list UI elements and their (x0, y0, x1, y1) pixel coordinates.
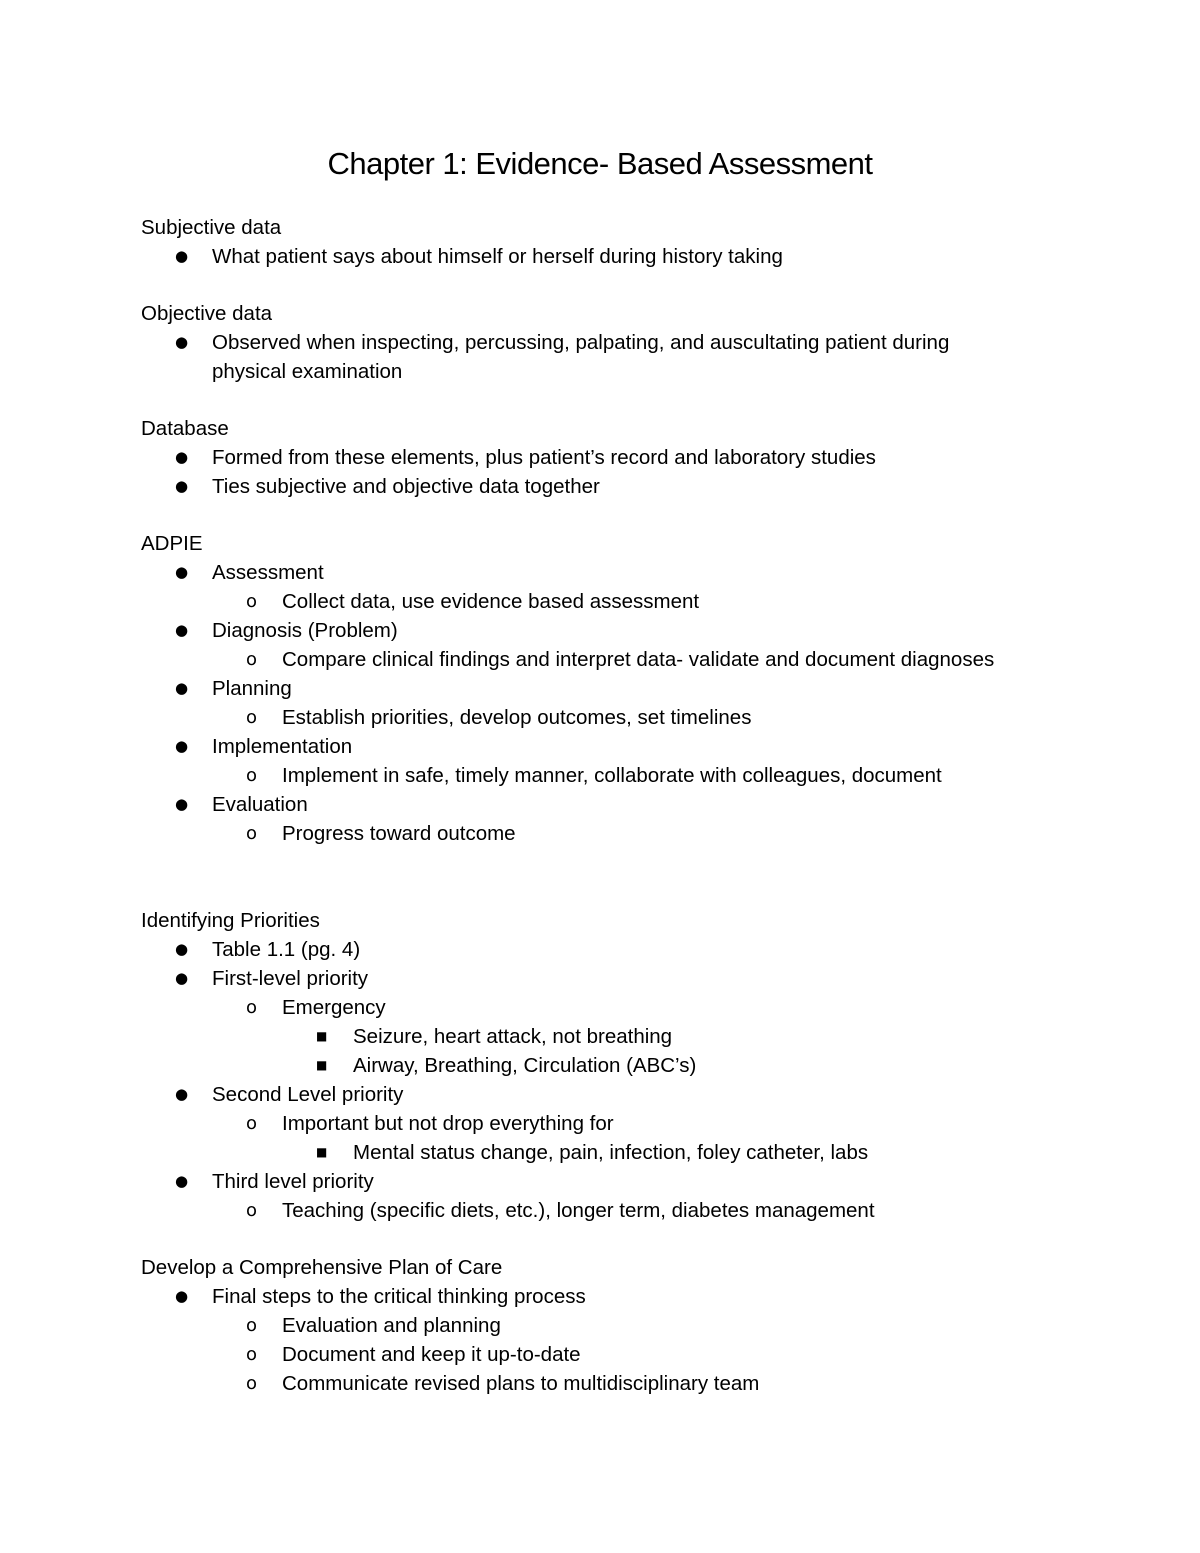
list-item-text: Emergency (282, 996, 386, 1019)
bullet-icon: ● (175, 477, 189, 495)
section-priorities (141, 906, 1141, 1225)
bullet-icon: ● (175, 679, 189, 697)
circle-bullet-icon: o (246, 1344, 258, 1365)
square-bullet-icon: ■ (316, 1145, 328, 1159)
bullet-icon: ● (175, 621, 189, 639)
sub-sub-list-item (141, 1051, 1141, 1080)
section-adpie (141, 529, 1141, 848)
sub-list-item (141, 1340, 1141, 1369)
list-item-text: Seizure, heart attack, not breathing (353, 1025, 673, 1048)
list-item (141, 1282, 1141, 1311)
bullet-icon: ● (175, 1085, 189, 1103)
sub-list-item (141, 1196, 1141, 1225)
sub-list-item (141, 1369, 1141, 1398)
list-item-text: Implement in safe, timely manner, collaborate with colleagues, document (282, 764, 942, 787)
list-item (141, 242, 1141, 271)
square-bullet-icon: ■ (316, 1029, 328, 1043)
list-item-text: Teaching (specific diets, etc.), longer term, diabetes management (282, 1199, 875, 1222)
section-database (141, 414, 1141, 501)
list-item-text: Airway, Breathing, Circulation (ABC’s) (353, 1054, 697, 1077)
bullet-icon: ● (175, 1172, 189, 1190)
circle-bullet-icon: o (246, 591, 258, 612)
circle-bullet-icon: o (246, 1315, 258, 1336)
list-item (141, 732, 1141, 761)
list-item (141, 1080, 1141, 1109)
bullet-icon: ● (175, 795, 189, 813)
bullet-icon: ● (175, 333, 189, 351)
circle-bullet-icon: o (246, 997, 258, 1018)
bullet-icon: ● (175, 940, 189, 958)
section-plan-of-care (141, 1253, 1141, 1398)
circle-bullet-icon: o (246, 649, 258, 670)
list-item (141, 790, 1141, 819)
list-item-text: Implementation (212, 735, 353, 758)
circle-bullet-icon: o (246, 1373, 258, 1394)
list-item (141, 616, 1141, 645)
sub-list-item (141, 703, 1141, 732)
list-item (141, 935, 1141, 964)
sub-list-item (141, 993, 1141, 1022)
list-item-text: Collect data, use evidence based assessment (282, 590, 700, 613)
list-item (141, 472, 1141, 501)
sub-sub-list-item (141, 1138, 1141, 1167)
list-item-text: Planning (212, 677, 292, 700)
section-heading: Identifying Priorities (141, 909, 320, 932)
list-item-text: Important but not drop everything for (282, 1112, 614, 1135)
section-heading: Subjective data (141, 216, 282, 239)
list-item-text: Third level priority (212, 1170, 374, 1193)
list-item-text: Second Level priority (212, 1083, 404, 1106)
page-title: Chapter 1: Evidence- Based Assessment (327, 146, 873, 181)
section-subjective (141, 213, 1141, 271)
list-item-text: Progress toward outcome (282, 822, 516, 845)
list-item-text: Table 1.1 (pg. 4) (212, 938, 361, 961)
list-item (141, 964, 1141, 993)
sub-list-item (141, 1109, 1141, 1138)
bullet-icon: ● (175, 563, 189, 581)
list-item-text: Observed when inspecting, percussing, palpating, and auscultating patient during physical examination (212, 331, 950, 383)
list-item-text: What patient says about himself or herself during history taking (212, 245, 783, 268)
list-item-text: Assessment (212, 561, 324, 584)
circle-bullet-icon: o (246, 1200, 258, 1221)
list-item (141, 328, 1141, 386)
list-item (141, 1167, 1141, 1196)
list-item-text: First-level priority (212, 967, 369, 990)
list-item-text: Compare clinical findings and interpret data- validate and document diagnoses (282, 648, 995, 671)
sub-sub-list-item (141, 1022, 1141, 1051)
circle-bullet-icon: o (246, 823, 258, 844)
bullet-icon: ● (175, 247, 189, 265)
bullet-icon: ● (175, 969, 189, 987)
sub-list-item (141, 587, 1141, 616)
list-item-text: Establish priorities, develop outcomes, set timelines (282, 706, 752, 729)
square-bullet-icon: ■ (316, 1058, 328, 1072)
list-item-text: Communicate revised plans to multidisciplinary team (282, 1372, 760, 1395)
list-item (141, 443, 1141, 472)
list-item-text: Evaluation (212, 793, 308, 816)
document-body (141, 213, 1141, 1398)
list-item (141, 558, 1141, 587)
sub-list-item (141, 761, 1141, 790)
section-heading: ADPIE (141, 532, 203, 555)
sub-list-item (141, 819, 1141, 848)
section-objective (141, 299, 1141, 386)
list-item-text: Formed from these elements, plus patient’s record and laboratory studies (212, 446, 876, 469)
sub-list-item (141, 1311, 1141, 1340)
bullet-icon: ● (175, 737, 189, 755)
circle-bullet-icon: o (246, 1113, 258, 1134)
list-item-text: Diagnosis (Problem) (212, 619, 398, 642)
circle-bullet-icon: o (246, 707, 258, 728)
bullet-icon: ● (175, 1287, 189, 1305)
section-heading: Database (141, 417, 229, 440)
bullet-icon: ● (175, 448, 189, 466)
list-item-text: Ties subjective and objective data together (212, 475, 600, 498)
section-heading: Develop a Comprehensive Plan of Care (141, 1256, 503, 1279)
sub-list-item (141, 645, 1141, 674)
list-item-text: Mental status change, pain, infection, foley catheter, labs (353, 1141, 869, 1164)
list-item-text: Final steps to the critical thinking process (212, 1285, 586, 1308)
list-item (141, 674, 1141, 703)
list-item-text: Document and keep it up-to-date (282, 1343, 581, 1366)
list-item-text: Evaluation and planning (282, 1314, 501, 1337)
circle-bullet-icon: o (246, 765, 258, 786)
section-heading: Objective data (141, 302, 273, 325)
